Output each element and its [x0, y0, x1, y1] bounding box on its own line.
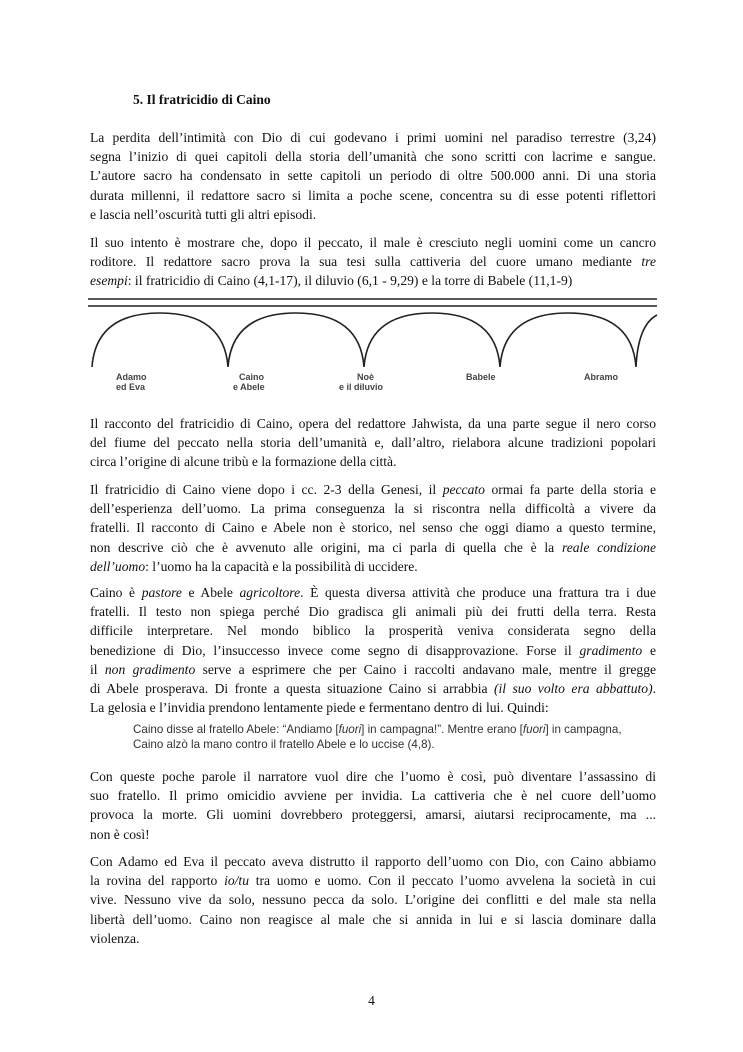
p6-line-2: suo fratello. Il primo omicidio avviene per invidia. La cattiveria che è nel cuore dell’uomo [90, 788, 656, 804]
diagram-arches [92, 313, 657, 367]
p5-line-7: La gelosia e l’invidia prendono lentamente piede e fermentano dentro di lui. Quindi: [90, 700, 549, 716]
p7-emphasis: io/tu [224, 873, 249, 889]
p7-line-5: violenza. [90, 930, 140, 946]
p7-text: la rovina del rapporto [90, 873, 225, 889]
p5-line-6 [90, 679, 656, 698]
p4-text: : l’uomo ha la capacità e la possibilità di uccidere. [145, 558, 418, 574]
p5-text: e Abele [181, 585, 240, 600]
p5-text: serve a esprimere che per Caino i raccolti andavano male, mentre il gregge [195, 661, 657, 677]
p1-line-2: segna l’inizio di quei capitoli della storia dell’umanità che sono scritti con lacrime e sangue. [90, 149, 656, 165]
paragraph-2 [90, 233, 656, 291]
p1-line-5: e lascia nell’oscurità tutti gli altri episodi. [90, 206, 317, 222]
p4-emphasis: peccato [442, 482, 485, 497]
paragraph-7 [90, 852, 656, 948]
p4-text: non descrive ciò che è avvenuto alle origini, ma ci parla di quella che è la [90, 539, 562, 555]
p2-emphasis: esempi [90, 273, 128, 289]
p5-line-2: fratelli. Il testo non spiega perché Dio gradisca gli animali più dei frutti della terra. Resta [90, 604, 656, 620]
p2-text: : il fratricidio di Caino (4,1-17), il diluvio (6,1 - 9,29) e la torre di Babele (11,1-9) [127, 273, 573, 289]
p6-line-1: Con queste poche parole il narratore vuol dire che l’uomo è così, può diventare l’assassino di [90, 769, 656, 784]
p1-line-3: L’autore sacro ha condensato in sette capitoli un periodo di oltre 500.000 anni. Di una storia [90, 168, 656, 184]
p5-text: il [90, 661, 105, 677]
p2-line-1: Il suo intento è mostrare che, dopo il peccato, il male è cresciuto negli uomini come un cancro [90, 235, 656, 250]
p4-text: Il fratricidio di Caino viene dopo i cc. 2-3 della Genesi, il [90, 482, 443, 497]
quote-line-1 [133, 722, 661, 737]
quote-text: ] in campagna!”. Mentre erano [ [361, 723, 523, 736]
p7-line-2 [90, 871, 656, 890]
p3-line-1: Il racconto del fratricidio di Caino, opera del redattore Jahwista, da una parte segue il nero corso [90, 416, 656, 431]
diagram-label-3b: e il diluvio [339, 382, 384, 392]
p7-line-1: Con Adamo ed Eva il peccato aveva distrutto il rapporto dell’uomo con Dio, con Caino abbiamo [90, 854, 656, 869]
p5-text: . È questa diversa attività che produce una frattura tra i due [300, 585, 657, 600]
diagram-label-2b: e Abele [233, 382, 265, 392]
p2-line-2 [90, 252, 656, 271]
p3-line-2: del fiume del peccato nella storia dell’umanità e, dall’altro, rielabora alcune tradizioni popolari [90, 435, 656, 451]
p2-text: roditore. Il redattore sacro prova la sua tesi sulla cattiveria del cuore umano mediante [90, 254, 642, 270]
p4-emphasis: dell’uomo [90, 558, 146, 574]
diagram-label-5a: Abramo [584, 372, 619, 382]
p5-text: . [652, 681, 656, 697]
paragraph-1 [90, 128, 656, 224]
diagram-label-1b: ed Eva [116, 382, 146, 392]
p5-emphasis: non gradimento [104, 661, 196, 677]
p4-line-2: dell’esperienza dell’uomo. La prima conseguenza la si riscontra nella difficoltà a vivere da [90, 501, 656, 517]
paragraph-6 [90, 767, 656, 844]
paragraph-4 [90, 480, 656, 576]
p5-text: e [642, 642, 656, 658]
p5-text: benedizione di Dio, l’insuccesso invece come segno di disapprovazione. Forse il [90, 642, 580, 658]
paragraph-3 [90, 414, 656, 472]
p5-line-5 [90, 660, 656, 679]
p3-line-3: circa l’origine di alcune tribù e la formazione della città. [90, 454, 397, 470]
p5-text: Caino è [90, 585, 142, 600]
diagram-label-2a: Caino [239, 372, 265, 382]
p7-text: tra uomo e uomo. Con il peccato l’uomo avvelena la società in cui [249, 873, 656, 889]
p1-line-1: La perdita dell’intimità con Dio di cui godevano i primi uomini nel paradiso terrestre (3,24) [90, 130, 656, 145]
quote-text: Caino disse al fratello Abele: “Andiamo [ [133, 723, 339, 736]
p6-line-4: non è così! [90, 826, 150, 842]
diagram-label-1a: Adamo [116, 372, 147, 382]
p4-line-5 [90, 557, 656, 576]
p6-line-3: provoca la morte. Gli uomini dovrebbero proteggersi, amarsi, aiutarsi reciprocamente, ma ... [90, 807, 656, 823]
section-heading: 5. Il fratricidio di Caino [133, 92, 271, 107]
p5-emphasis: pastore [141, 585, 182, 600]
p2-line-3 [90, 271, 656, 290]
quote-emphasis: fuori [338, 723, 362, 736]
p4-line-3: fratelli. Il racconto di Caino e Abele non è storico, nel senso che oggi diamo a questo termine, [90, 520, 656, 536]
p5-text: di Abele prosperava. Di fronte a questa situazione Caino si arrabbia [90, 681, 494, 697]
p5-line-4 [90, 641, 656, 660]
p5-emphasis: agricoltore [239, 585, 301, 600]
p4-text: ormai fa parte della storia e [484, 482, 656, 497]
p5-emphasis: gradimento [579, 642, 643, 658]
p4-emphasis: reale condizione [561, 539, 656, 555]
p4-line-4 [90, 538, 656, 557]
p5-line-1 [90, 583, 656, 602]
p4-line-1 [90, 480, 656, 499]
diagram-label-3a: Noè [357, 372, 375, 382]
quote-emphasis: fuori [522, 723, 546, 736]
p5-emphasis: (il suo volto era abbattuto) [493, 681, 653, 697]
scripture-quote [133, 722, 661, 752]
page-number: 4 [368, 993, 375, 1008]
p2-emphasis: tre [641, 254, 656, 270]
p1-line-4: durata millenni, il redattore sacro si limita a poche scene, concentra su di esse potenti riflettori [90, 187, 656, 203]
paragraph-5 [90, 583, 656, 717]
p5-line-3: difficile interpretare. Nel mondo biblico la prosperità veniva considerata segno della [90, 623, 656, 639]
quote-line-2: Caino alzò la mano contro il fratello Abele e lo uccise (4,8). [133, 738, 435, 751]
p7-line-4: libertà dell’uomo. Caino non reagisce al male che si annida in lui e si lascia dominare dalla [90, 911, 656, 927]
diagram-label-4a: Babele [466, 372, 496, 382]
salvation-history-arches-diagram [88, 295, 658, 395]
quote-text: ] in campagna, [545, 723, 622, 736]
p7-line-3: vive. Nessuno vive da solo, nessuno pecca da solo. L’origine dei conflitti e del male sta nella [90, 892, 656, 908]
